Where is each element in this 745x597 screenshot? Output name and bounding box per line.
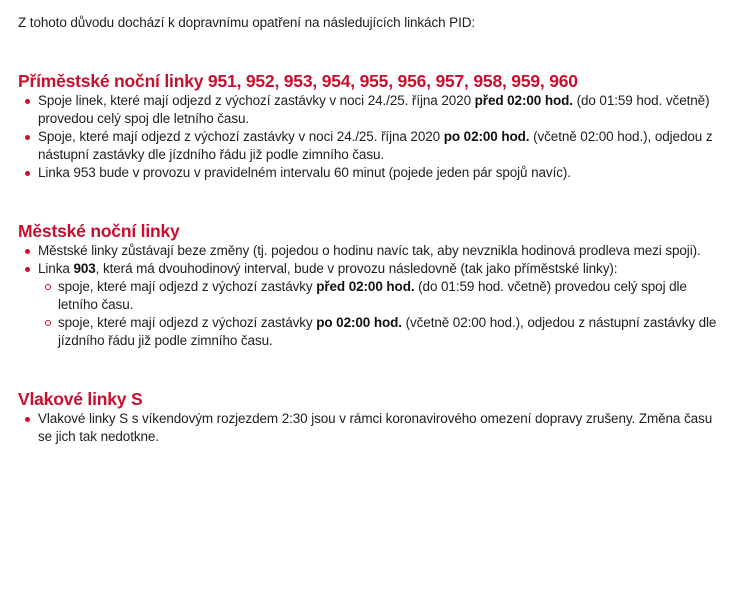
list-item-bold: po 02:00 hod. [443,129,530,144]
section-heading-city-night-lines: Městské noční linky [18,221,180,241]
list-item-text: (včetně 02:00 hod.), odjedou z nástupní zastávky dle jízdního řádu již podle zimního času. [58,315,717,348]
intro-paragraph: Z tohoto důvodu dochází k dopravnímu opatření na následujících linkách PID: [18,15,476,30]
list-item-bold: před 02:00 hod. [474,93,573,108]
line-903-sublist [38,278,721,350]
sub-list-item [58,314,721,350]
list-item-text: Městské linky zůstávají beze změny (tj. pojedou o hodinu navíc tak, aby nevznikla hodinová prodleva mezi spoji). [38,243,701,258]
train-lines-list [18,410,721,446]
list-item-text: Linka [38,261,74,276]
list-item [38,164,721,182]
list-item [38,92,721,128]
sub-list-item [58,278,721,314]
list-item-text: spoje, které mají odjezd z výchozí zastávky [58,315,317,330]
list-item-text: (včetně 02:00 hod.), odjedou z nástupní zastávky dle jízdního řádu již podle zimního času. [38,129,713,162]
list-item-bold: před 02:00 hod. [316,279,415,294]
list-item-text: Vlakové linky S s víkendovým rozjezdem 2:30 jsou v rámci koronavirového omezení dopravy zrušeny. Změna času se jich tak nedotkne. [38,411,713,444]
list-item-text: Linka 953 bude v provozu v pravidelném intervalu 60 minut (pojede jeden pár spojů navíc). [38,165,571,180]
list-item-text: Spoje linek, které mají odjezd z výchozí zastávky v noci 24./25. října 2020 [38,93,475,108]
suburban-night-lines-list [18,92,721,182]
section-heading-train-lines-s: Vlakové linky S [18,389,143,409]
city-night-lines-list [18,242,721,350]
list-item-bold: 903 [73,261,96,276]
list-item [38,242,721,260]
section-heading-suburban-night-lines: Příměstské noční linky 951, 952, 953, 954, 955, 956, 957, 958, 959, 960 [18,71,578,91]
list-item [38,410,721,446]
list-item-text: , která má dvouhodinový interval, bude v provozu následovně (tak jako příměstské linky): [95,261,618,276]
list-item-text: Spoje, které mají odjezd z výchozí zastávky v noci 24./25. října 2020 [38,129,444,144]
list-item-text: (do 01:59 hod. včetně) provedou celý spoj dle letního času. [58,279,687,312]
list-item [38,260,721,350]
list-item-text: spoje, které mají odjezd z výchozí zastávky [58,279,317,294]
list-item-bold: po 02:00 hod. [316,315,402,330]
list-item [38,128,721,164]
list-item-text: (do 01:59 hod. včetně) provedou celý spoj dle letního času. [38,93,710,126]
